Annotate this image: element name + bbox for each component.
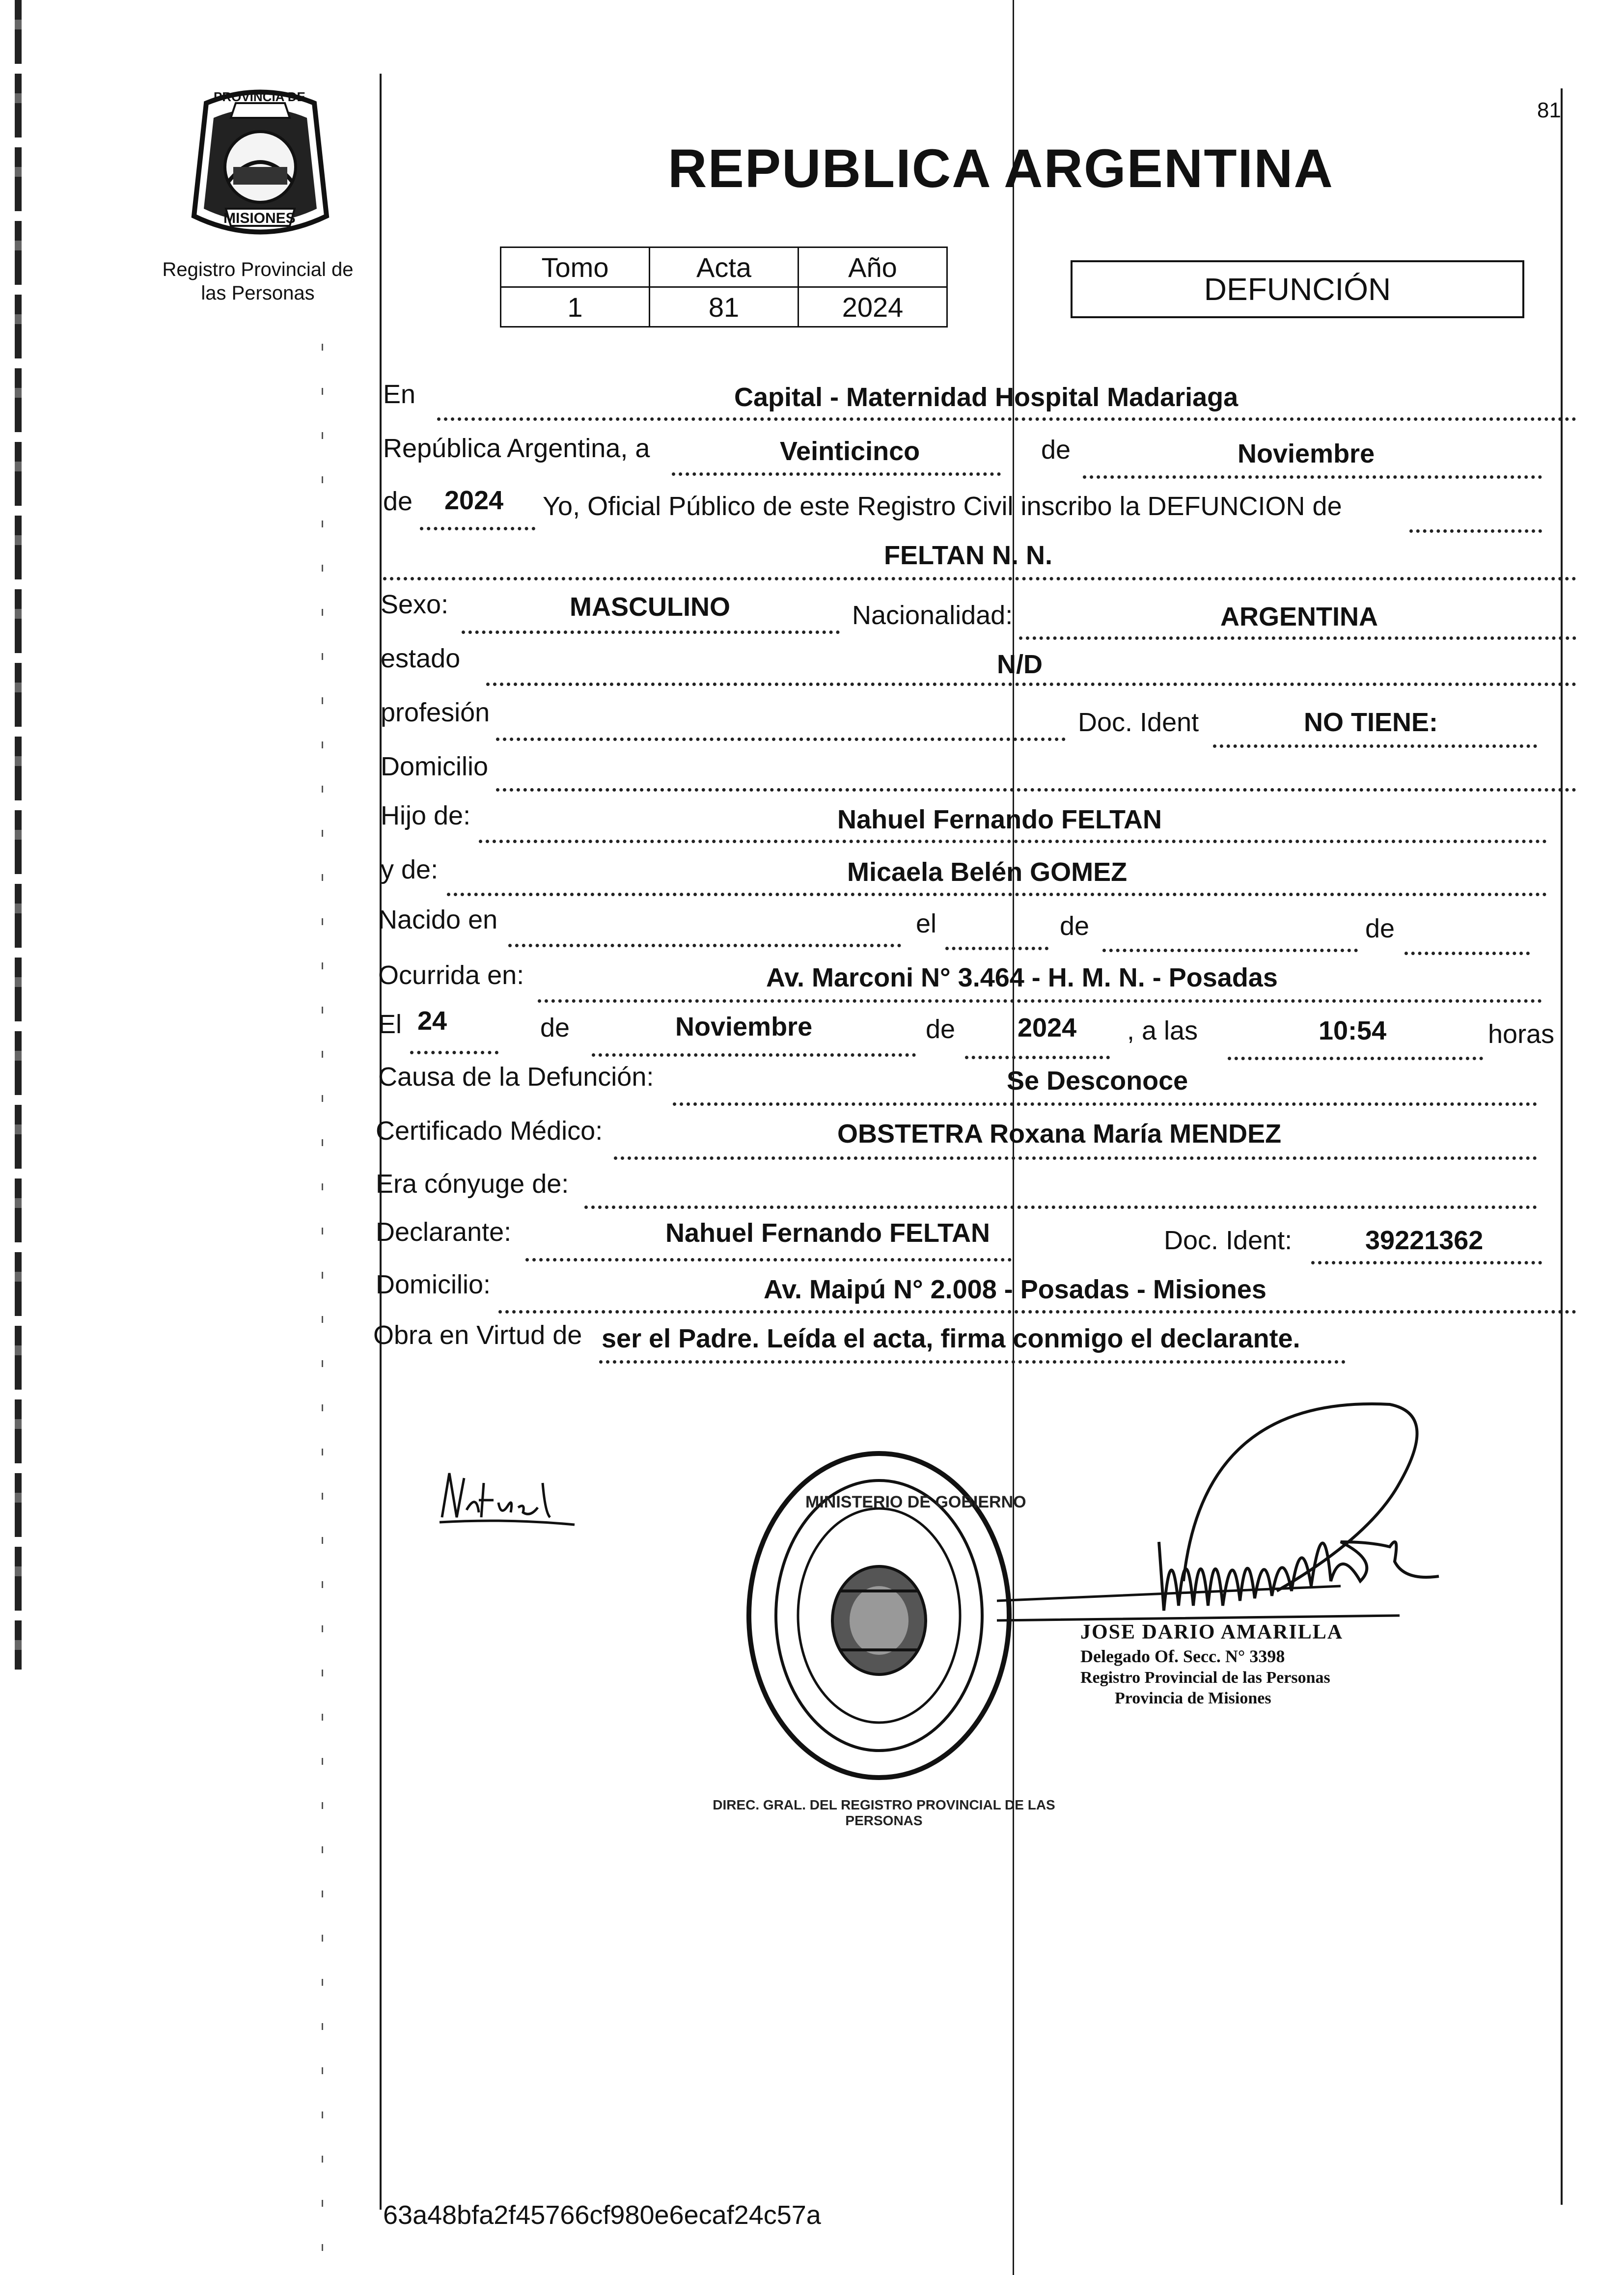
registro-line-2: las Personas [201,282,315,304]
right-margin-rule [1561,88,1563,2205]
table-value-anio: 2024 [798,287,947,327]
table-header-acta: Acta [650,247,798,287]
stamp-ring-text: DIREC. GRAL. DEL REGISTRO PROVINCIAL DE LAS PERSONAS [713,1797,1055,1828]
obra-label: Obra en Virtud de [373,1320,582,1350]
record-table-value-row [501,287,947,327]
mes-value: Noviembre [1238,439,1375,468]
record-type: DEFUNCIÓN [1204,272,1391,307]
doc-ident2-dots [1311,1261,1542,1264]
dia-dots [672,472,1001,476]
declarante-value: Nahuel Fernando FELTAN [665,1218,990,1248]
hijo-value: Nahuel Fernando FELTAN [837,805,1162,834]
document-hash: 63a48bfa2f45766cf980e6ecaf24c57a [383,2200,821,2230]
el-dia-value: 24 [417,1006,447,1036]
table-header-tomo: Tomo [501,247,650,287]
deceased-name: FELTAN N. N. [884,541,1052,570]
nacido-label: Nacido en [378,905,498,934]
ocurrida-label: Ocurrida en: [378,960,524,990]
anio-value: 2024 [444,486,504,515]
yo-text: Yo, Oficial Público de este Registro Civil inscribo la DEFUNCION de [543,492,1342,521]
domicilio2-label: Domicilio: [376,1270,491,1299]
doc-ident2-value: 39221362 [1365,1226,1484,1255]
doc-ident-label: Doc. Ident [1078,708,1199,737]
left-dash-line [322,344,323,2259]
page-title: REPUBLICA ARGENTINA [668,138,1334,199]
obra-value: ser el Padre. Leída el acta, firma conmigo el declarante. [602,1324,1300,1353]
estado-label: estado [381,644,461,673]
doc-ident-value: NO TIENE: [1304,708,1438,737]
profesion-label: profesión [381,698,490,727]
yde-value: Micaela Belén GOMEZ [847,857,1128,887]
el-label: el [916,909,937,938]
record-table [500,247,948,328]
doc-ident2-label: Doc. Ident: [1164,1226,1293,1255]
sexo-label: Sexo: [381,590,449,619]
nacionalidad-label: Nacionalidad: [852,601,1013,630]
doc-ident-dots [1213,744,1537,748]
table-value-tomo: 1 [501,287,650,327]
registro-provincial-label [147,258,368,305]
dia-value: Veinticinco [780,437,920,466]
seal-text-bottom: MISIONES [223,210,296,226]
domicilio2-dots [498,1310,1576,1314]
horas-label: horas [1488,1019,1555,1049]
el-anio-dots [965,1056,1110,1059]
certificado-label: Certificado Médico: [376,1116,603,1146]
de2-label: de [383,487,413,516]
de-label: de [1041,435,1071,465]
alas-label: , a las [1127,1016,1198,1045]
de6-label: de [926,1014,956,1044]
causa-label: Causa de la Defunción: [378,1062,654,1092]
registro-line-1: Registro Provincial de [162,259,354,280]
certificado-dots [614,1156,1537,1160]
hora-value: 10:54 [1319,1016,1387,1045]
de5-label: de [540,1013,570,1042]
declarante-dots [525,1258,1012,1261]
domicilio-dots [496,788,1576,792]
page-number: 81 [1537,98,1561,122]
nacido-dots [508,944,901,947]
signatory-block [1080,1620,1434,1708]
signatory-province: Provincia de Misiones [1115,1689,1271,1707]
certificado-value: OBSTETRA Roxana María MENDEZ [837,1119,1282,1149]
domicilio2-value: Av. Maipú N° 2.008 - Posadas - Misiones [764,1275,1266,1304]
declarant-signature [432,1463,579,1532]
domicilio-label: Domicilio [381,752,489,781]
republica-label: República Argentina, a [383,434,650,463]
el-dia-dots [410,1051,498,1054]
ocurrida-dots [538,999,1542,1003]
yde-label: y de: [381,855,439,884]
record-table-header-row [501,247,947,287]
hora-dots [1228,1057,1483,1060]
signatory-org: Registro Provincial de las Personas [1080,1669,1330,1687]
obra-dots [599,1360,1346,1364]
mes-dots [1083,475,1542,479]
el-dots [945,947,1048,950]
scan-edge-artifact [15,0,22,1670]
de3-label: de [1060,911,1090,941]
hijo-label: Hijo de: [381,801,471,830]
estado-value: N/D [997,650,1043,679]
profesion-dots [496,738,1066,741]
en-value: Capital - Maternidad Hospital Madariaga [734,383,1239,412]
conyuge-dots [584,1206,1537,1209]
yde-dots [447,893,1547,896]
en-label: En [383,380,416,409]
declarante-label: Declarante: [376,1217,512,1247]
anio-dots [420,527,535,530]
nombre-dots [383,577,1576,580]
de3-dots [1102,949,1358,952]
sexo-dots [462,630,840,634]
signatory-name: JOSE DARIO AMARILLA [1080,1621,1344,1644]
causa-value: Se Desconoce [1007,1066,1188,1096]
nacionalidad-value: ARGENTINA [1220,602,1378,631]
de4-dots [1404,952,1530,955]
ocurrida-value: Av. Marconi N° 3.464 - H. M. N. - Posadas [766,963,1278,992]
hijo-dots [479,840,1547,843]
conyuge-label: Era cónyuge de: [376,1169,569,1199]
table-header-anio: Año [798,247,947,287]
en-dots [437,417,1576,421]
causa-dots [673,1102,1537,1106]
yo-dots [1409,529,1542,533]
table-value-acta: 81 [650,287,798,327]
sexo-value: MASCULINO [570,592,730,622]
el-mes-dots [592,1053,916,1057]
seal-text-top: PROVINCIA DE [214,89,305,104]
estado-dots [486,683,1576,686]
el-anio-value: 2024 [1018,1013,1077,1042]
stamp-inner-text: MINISTERIO DE GOBIERNO [805,1493,1026,1511]
de4-label: de [1365,914,1395,943]
record-type-box [1071,260,1524,318]
signatory-role: Delegado Of. Secc. N° 3398 [1080,1646,1285,1666]
nacionalidad-dots [1019,636,1576,640]
el2-label: El [378,1010,402,1039]
el-mes-value: Noviembre [675,1012,813,1042]
